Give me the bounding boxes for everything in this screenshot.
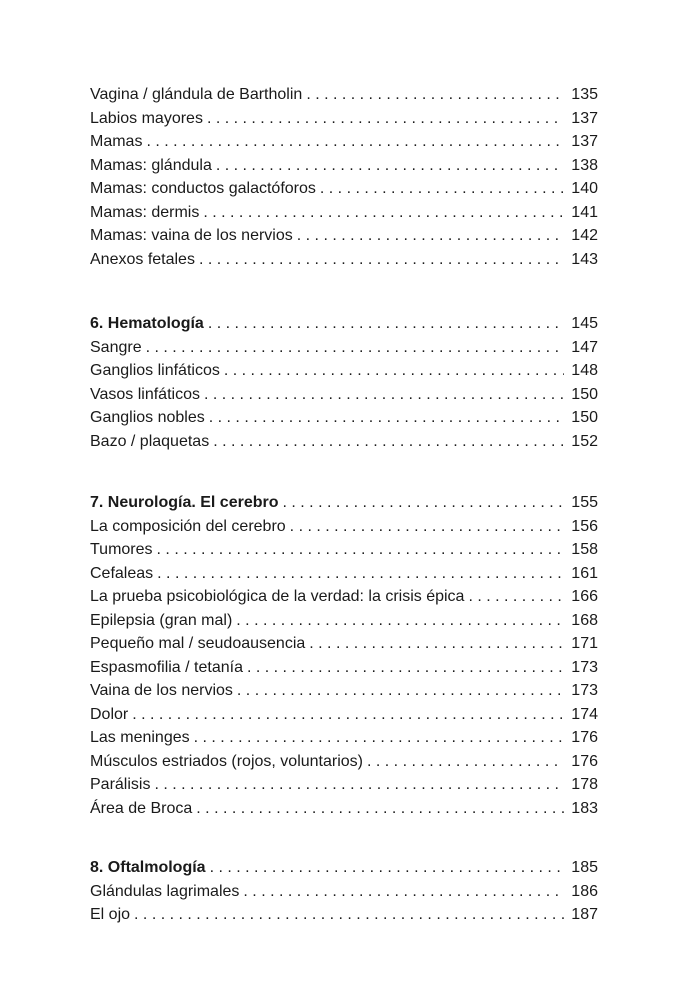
toc-entry: [90, 703, 598, 727]
toc-entry-page: 171: [571, 635, 598, 652]
toc-entry-title: Área de Broca: [90, 799, 193, 817]
toc-entry-page: 178: [571, 776, 598, 793]
toc-entry-page: 187: [571, 906, 598, 923]
toc-entry: [90, 224, 598, 248]
toc-entry-title: Las meninges: [90, 729, 190, 746]
toc-entry-title: Vaina de los nervios: [90, 682, 233, 699]
toc-entry-title: El ojo: [90, 906, 131, 923]
toc-entry-page: 176: [571, 752, 598, 770]
toc-entry-page: 158: [571, 541, 598, 558]
toc-entry-page: 166: [571, 588, 598, 605]
toc-entry: [90, 130, 598, 154]
dot-leader: [207, 107, 564, 131]
dot-leader: [209, 406, 564, 430]
toc-entry: [90, 107, 598, 131]
toc-entry-page: 168: [571, 611, 598, 629]
toc-entry-page: 186: [571, 882, 598, 900]
dot-leader: [154, 773, 564, 797]
dot-leader: [134, 903, 564, 927]
toc-chapter-heading: [90, 312, 598, 336]
toc-entry-title: Ganglios linfáticos: [90, 362, 220, 379]
toc-entry-page: 140: [571, 180, 598, 197]
dot-leader: [320, 177, 564, 201]
toc-entry: [90, 880, 598, 904]
dot-leader: [306, 83, 564, 107]
toc-entry: [90, 515, 598, 539]
toc-entry-page: 152: [571, 432, 598, 450]
toc-entry-page: 176: [571, 729, 598, 746]
dot-leader: [237, 679, 564, 703]
toc-entry-page: 138: [571, 156, 598, 174]
toc-entry-page: 147: [571, 338, 598, 356]
toc-entry: [90, 609, 598, 633]
toc-entry-title: Espasmofilia / tetanía: [90, 658, 243, 676]
toc-entry-title: Mamas: glándula: [90, 156, 212, 174]
toc-chapter-title: 6. Hematología: [90, 315, 204, 332]
dot-leader: [297, 224, 564, 248]
toc-entry-page: 150: [571, 409, 598, 426]
toc-entry-title: Pequeño mal / seudoausencia: [90, 635, 306, 652]
toc-entry-title: Ganglios nobles: [90, 409, 205, 426]
toc-section-hematologia: [90, 312, 598, 453]
toc-entry-page: 173: [571, 658, 598, 676]
dot-leader: [157, 562, 564, 586]
dot-leader: [157, 538, 564, 562]
toc-entry-title: Labios mayores: [90, 109, 203, 127]
dot-leader: [204, 383, 564, 407]
dot-leader: [199, 248, 564, 272]
toc-entry-page: 161: [571, 564, 598, 582]
toc-entry-title: Mamas: [90, 133, 143, 150]
toc-entry-title: Vagina / glándula de Bartholin: [90, 86, 303, 103]
dot-leader: [367, 750, 564, 774]
toc-entry-title: Bazo / plaquetas: [90, 432, 210, 450]
toc-entry: [90, 656, 598, 680]
toc-entry: [90, 726, 598, 750]
dot-leader: [203, 201, 564, 225]
toc-entry-page: 137: [571, 133, 598, 150]
toc-entry: [90, 201, 598, 225]
toc-section-oftalmologia: [90, 856, 598, 927]
toc-chapter-title: 7. Neurología. El cerebro: [90, 494, 279, 511]
toc-entry: [90, 359, 598, 383]
dot-leader: [196, 797, 564, 821]
dot-leader: [283, 491, 565, 515]
toc-section-continuation: [90, 83, 598, 271]
toc-entry-title: Epilepsia (gran mal): [90, 611, 233, 629]
dot-leader: [243, 880, 564, 904]
toc-entry-page: 156: [571, 517, 598, 535]
dot-leader: [208, 312, 564, 336]
toc-entry-page: 148: [571, 362, 598, 379]
dot-leader: [216, 154, 564, 178]
dot-leader: [247, 656, 564, 680]
toc-entry-page: 141: [571, 203, 598, 221]
toc-entry-page: 142: [571, 227, 598, 244]
toc-entry: [90, 797, 598, 821]
toc-chapter-page: 145: [571, 315, 598, 332]
toc-entry: [90, 154, 598, 178]
toc-entry: [90, 383, 598, 407]
toc-entry-page: 135: [571, 86, 598, 103]
toc-entry-title: Cefaleas: [90, 564, 154, 582]
toc-entry-page: 183: [571, 799, 598, 817]
toc-entry: [90, 177, 598, 201]
toc-entry-page: 173: [571, 682, 598, 699]
toc-entry-title: La composición del cerebro: [90, 517, 286, 535]
dot-leader: [290, 515, 564, 539]
toc-entry-title: Músculos estriados (rojos, voluntarios): [90, 752, 363, 770]
toc-chapter-heading: [90, 491, 598, 515]
toc-entry-title: Parálisis: [90, 776, 151, 793]
toc-chapter-title: 8. Oftalmología: [90, 859, 206, 876]
toc-entry-page: 150: [571, 385, 598, 403]
toc-entry: [90, 538, 598, 562]
toc-entry-page: 143: [571, 250, 598, 268]
toc-entry: [90, 336, 598, 360]
toc-section-neurologia: [90, 491, 598, 820]
toc-entry-page: 137: [571, 109, 598, 127]
toc-entry: [90, 903, 598, 927]
toc-entry-title: Mamas: dermis: [90, 203, 200, 221]
toc-entry-title: Sangre: [90, 338, 142, 356]
dot-leader: [146, 130, 564, 154]
toc-chapter-page: 185: [571, 859, 598, 876]
toc-entry: [90, 83, 598, 107]
toc-entry-title: Mamas: conductos galactóforos: [90, 180, 316, 197]
toc-chapter-heading: [90, 856, 598, 880]
toc-entry: [90, 632, 598, 656]
toc-entry: [90, 773, 598, 797]
toc-entry: [90, 750, 598, 774]
toc-entry-title: Tumores: [90, 541, 153, 558]
dot-leader: [146, 336, 564, 360]
dot-leader: [468, 585, 564, 609]
dot-leader: [210, 856, 564, 880]
dot-leader: [224, 359, 564, 383]
dot-leader: [236, 609, 564, 633]
toc-entry: [90, 562, 598, 586]
dot-leader: [194, 726, 564, 750]
toc-entry: [90, 585, 598, 609]
toc-entry-title: Dolor: [90, 705, 129, 723]
dot-leader: [213, 430, 564, 454]
toc-chapter-page: 155: [571, 494, 598, 511]
toc-entry: [90, 430, 598, 454]
toc-entry: [90, 406, 598, 430]
toc-entry-title: Anexos fetales: [90, 250, 195, 268]
toc-entry-title: La prueba psicobiológica de la verdad: la crisis épica: [90, 588, 465, 605]
toc-entry: [90, 248, 598, 272]
toc-entry-page: 174: [571, 705, 598, 723]
dot-leader: [309, 632, 564, 656]
toc-entry-title: Mamas: vaina de los nervios: [90, 227, 293, 244]
toc-entry: [90, 679, 598, 703]
toc-entry-title: Vasos linfáticos: [90, 385, 200, 403]
toc-entry-title: Glándulas lagrimales: [90, 882, 240, 900]
dot-leader: [132, 703, 564, 727]
